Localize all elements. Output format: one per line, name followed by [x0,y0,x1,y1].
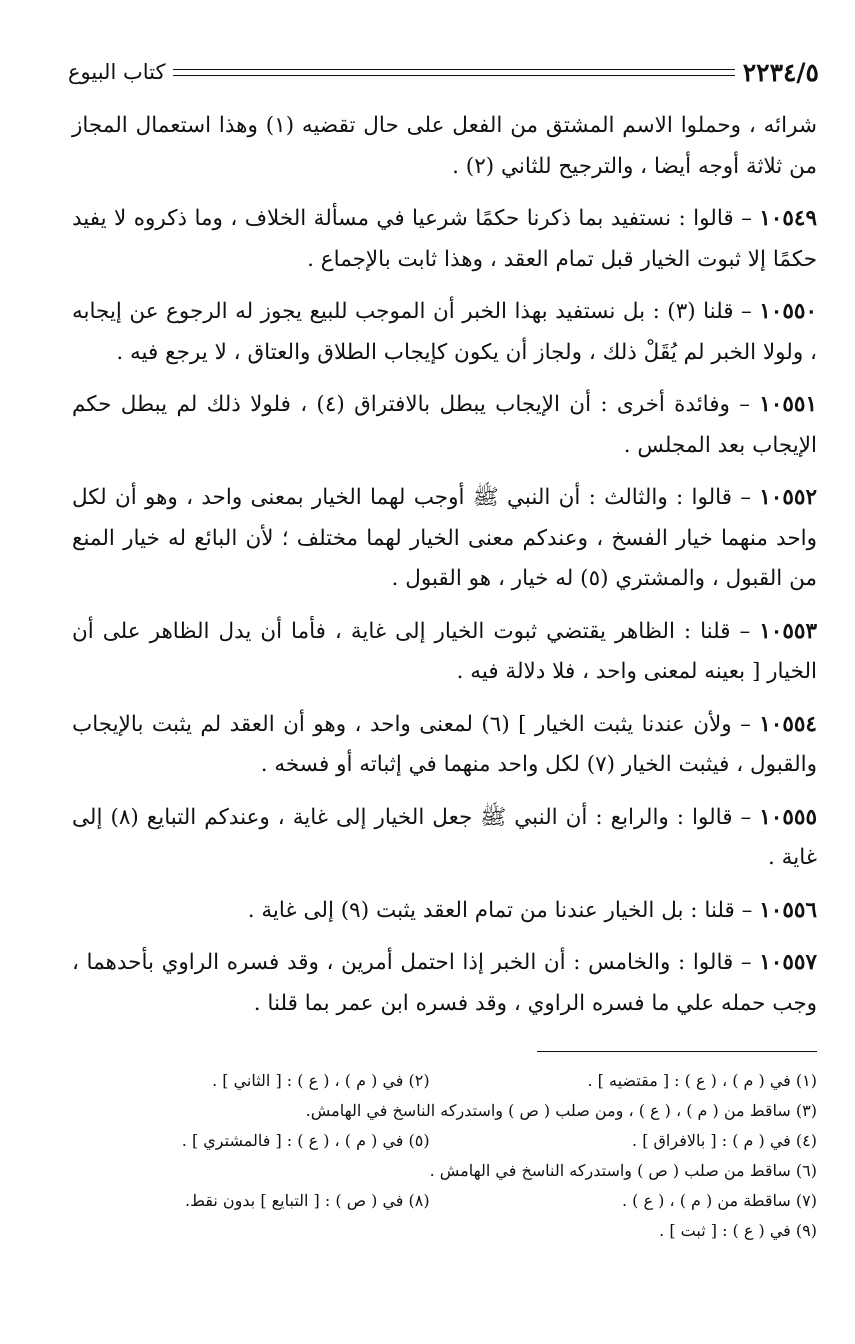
paragraph-text: – وفائدة أخرى : أن الإيجاب يبطل بالافتراق (٤) ، فلولا ذلك لم يبطل حكم الإيجاب بعد المجلس . [72,392,817,458]
footnote-row [72,1216,817,1246]
footnote: (٧) ساقطة من ( م ) ، ( ع ) . [622,1191,817,1210]
paragraph [72,478,817,600]
paragraph-number: ١٠٥٥٠ [759,299,817,324]
footnote: (٦) ساقط من صلب ( ص ) واستدركه الناسخ في الهامش . [429,1161,817,1180]
footnote: (٣) ساقط من ( م ) ، ( ع ) ، ومن صلب ( ص ) واستدركه الناسخ في الهامش. [305,1101,817,1120]
paragraph [72,891,817,932]
paragraph-text: – ولأن عندنا يثبت الخيار ] (٦) لمعنى واحد ، وهو أن العقد لم يثبت بالإيجاب والقبول ، فيثبت الخيار (٧) لكل واحد منهما في إثباته أو فسخه . [72,711,817,777]
paragraph [72,705,817,786]
book-title: كتاب البيوع [68,60,166,84]
paragraph-text: شرائه ، وحملوا الاسم المشتق من الفعل على حال تقضيه (١) وهذا استعمال المجاز من ثلاثة أوجه أيضا ، والترجيح للثاني (٢) . [72,113,817,179]
paragraph [72,798,817,879]
page-number: ٢٢٣٤/٥ [742,57,819,87]
paragraph [72,385,817,466]
footnote-row [72,1156,817,1186]
footnote-row [72,1126,817,1156]
footnote-row [72,1186,817,1216]
main-text [72,106,817,1036]
paragraph [72,292,817,373]
footnotes [72,1066,817,1246]
paragraph [72,612,817,693]
paragraph-number: ١٠٥٥٦ [759,897,817,923]
paragraph-text: – قالوا : والخامس : أن الخبر إذا احتمل أمرين ، وقد فسره الراوي بأحدهما ، وجب حمله علي ما فسره الراوي ، وقد فسره ابن عمر بما قلنا . [72,950,817,1016]
footnote: (٩) في ( ع ) : [ ثبت ] . [659,1221,817,1240]
paragraph-number: ١٠٥٤٩ [759,206,817,231]
footnote-row [72,1096,817,1126]
paragraph-number: ١٠٥٥٤ [759,711,817,737]
paragraph-number: ١٠٥٥٥ [759,804,817,830]
paragraph-number: ١٠٥٥١ [759,392,817,417]
paragraph [72,106,817,187]
paragraph-text: – قلنا : بل الخيار عندنا من تمام العقد يثبت (٩) إلى غاية . [247,897,760,923]
footnote: (٢) في ( م ) ، ( ع ) : [ الثاني ] . [212,1071,430,1090]
paragraph-text: – قالوا : نستفيد بما ذكرنا حكمًا شرعيا في مسألة الخلاف ، وما ذكروه لا يفيد حكمًا إلا ثبوت الخيار قبل تمام العقد ، وهذا ثابت بالإجماع . [72,206,817,272]
footnote: (٤) في ( م ) : [ بالافراق ] . [632,1131,817,1150]
footnote-row [72,1066,817,1096]
paragraph-text: – قلنا (٣) : بل نستفيد بهذا الخبر أن الموجب للبيع يجوز له الرجوع عن إيجابه ، ولولا الخبر لم يُقَلْ ذلك ، ولجاز أن يكون كإيجاب الطلاق والعتاق ، لا يرجع فيه . [72,299,817,365]
header-rule [173,69,734,76]
paragraph-text: – قلنا : الظاهر يقتضي ثبوت الخيار إلى غاية ، فأما أن يدل الظاهر على أن الخيار [ بعينه لمعنى واحد ، فلا دلالة فيه . [72,618,817,684]
paragraph-text: – قالوا : والثالث : أن النبي ﷺ أوجب لهما الخيار بمعنى واحد ، وهو أن لكل واحد منهما خيار الفسخ ، وعندكم معنى الخيار لهما مختلف ؛ لأن البائع له خيار المنع من القبول ، والمشتري (٥) له خيار ، هو القبول . [72,485,817,591]
paragraph [72,199,817,280]
footnote: (٨) في ( ص ) : [ التبايع ] بدون نقط. [185,1191,430,1210]
footnote: (١) في ( م ) ، ( ع ) : [ مقتضيه ] . [587,1071,817,1090]
page-header [68,52,819,92]
paragraph-number: ١٠٥٥٣ [759,618,817,644]
footnote-divider [537,1051,817,1052]
footnote: (٥) في ( م ) ، ( ع ) : [ فالمشتري ] . [181,1131,430,1150]
paragraph [72,943,817,1024]
paragraph-number: ١٠٥٥٧ [759,950,817,975]
paragraph-text: – قالوا : والرابع : أن النبي ﷺ جعل الخيار إلى غاية ، وعندكم التبايع (٨) إلى غاية . [72,804,817,870]
paragraph-number: ١٠٥٥٢ [759,485,817,510]
